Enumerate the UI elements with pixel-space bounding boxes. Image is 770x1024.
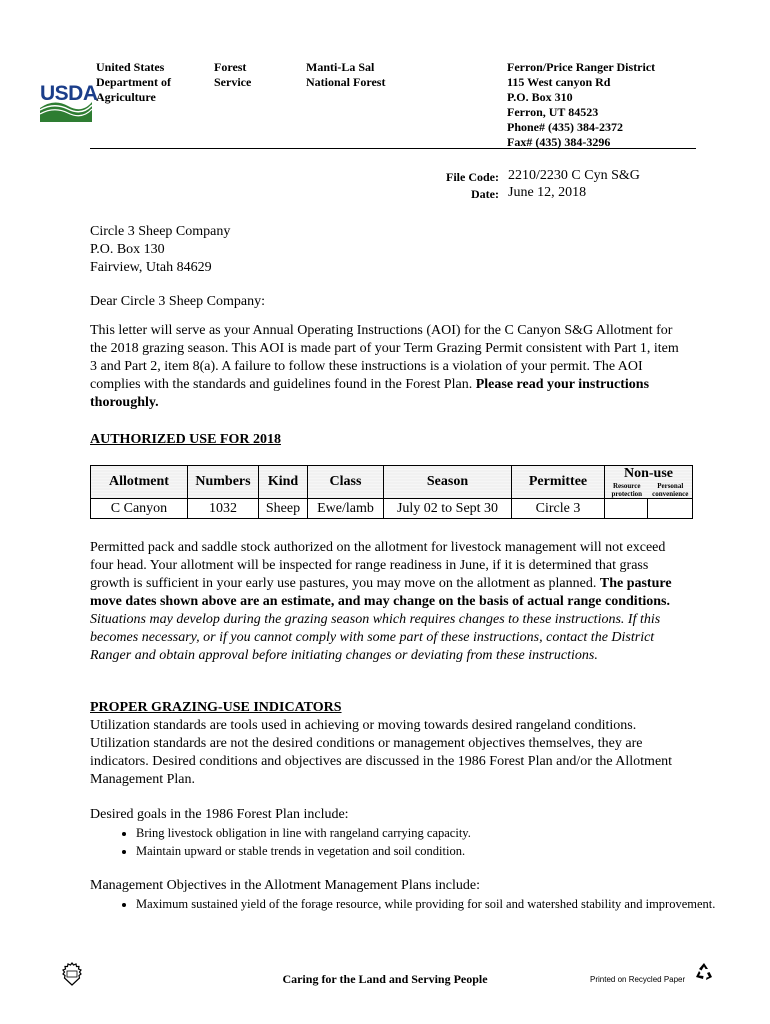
- cell-class: Ewe/lamb: [308, 499, 384, 519]
- cell-permittee: Circle 3: [512, 499, 605, 519]
- service-line: Forest: [214, 60, 247, 74]
- address-block: [507, 60, 655, 150]
- date-label: Date:: [471, 187, 499, 201]
- table-row: [91, 499, 693, 519]
- intro-paragraph: [90, 322, 684, 412]
- salutation: Dear Circle 3 Sheep Company:: [90, 294, 265, 309]
- authorized-heading: AUTHORIZED USE FOR 2018: [90, 432, 281, 447]
- header-rule: [90, 148, 696, 149]
- forest-line: Manti-La Sal: [306, 60, 375, 74]
- address-line: 115 West canyon Rd: [507, 75, 611, 89]
- list-item: • Maximum sustained yield of the forage resource, while providing for soil and watershed stability and improvement.: [136, 895, 736, 913]
- permitted-paragraph: [90, 539, 684, 665]
- service-line: Service: [214, 75, 252, 89]
- indicators-heading: PROPER GRAZING-USE INDICATORS: [90, 700, 342, 715]
- indicators-paragraph: Utilization standards are tools used in achieving or moving towards desired rangeland conditions. Utilization standards are not the desired conditions or management objectives themselves, they are indicators. Desired conditions and objectives are discussed in the 1986 Forest Plan and/or the Allotment Management Plan.: [90, 718, 673, 787]
- nonuse-resource-label: Resource protection: [611, 482, 643, 498]
- cell-season: July 02 to Sept 30: [384, 499, 512, 519]
- permitted-text: Permitted pack and saddle stock authorized on the allotment for livestock management will not exceed four head. Your allotment will be inspected for range readiness in June, if it is determined that grass growth is sufficient in your early use pastures, you may move on the allotment as planned.: [90, 540, 666, 591]
- department-line: Agriculture: [96, 90, 156, 104]
- forest-block: [306, 60, 385, 90]
- address-line: Ferron, UT 84523: [507, 105, 599, 119]
- cell-allotment: C Canyon: [91, 499, 188, 519]
- address-line: Fax# (435) 384-3296: [507, 135, 611, 149]
- usda-logo: [40, 82, 98, 122]
- list-item: • Bring livestock obligation in line with rangeland carrying capacity.: [136, 824, 736, 842]
- recycle-icon: [693, 961, 715, 988]
- col-header-season: Season: [384, 466, 512, 499]
- objectives-list: [90, 895, 736, 913]
- file-code-value: 2210/2230 C Cyn S&G: [508, 168, 640, 183]
- cell-numbers: 1032: [188, 499, 259, 519]
- department-line: Department of: [96, 75, 171, 89]
- intro-text: This letter will serve as your Annual Operating Instructions (AOI) for the C Canyon S&G Allotment for the 2018 grazing season. This AOI is made part of your Term Grazing Permit consistent with Part 1, item 3 and Part 2, item 8(a). A failure to follow these instructions is a violation of your permit. The AOI complies with the standards and guidelines found in the Forest Plan.: [90, 323, 679, 392]
- intro-bold: Please read your instructions thoroughly.: [90, 377, 650, 410]
- objectives-intro: Management Objectives in the Allotment Management Plans include:: [90, 878, 480, 893]
- nonuse-personal-label: Personal convenience: [652, 482, 689, 498]
- col-header-numbers: Numbers: [188, 466, 259, 499]
- col-header-allotment: Allotment: [91, 466, 188, 499]
- forest-line: National Forest: [306, 75, 386, 89]
- recycled-paper-note: Printed on Recycled Paper: [590, 975, 686, 984]
- footer-slogan: Caring for the Land and Serving People: [282, 972, 488, 986]
- recipient-line: Fairview, Utah 84629: [90, 260, 212, 275]
- address-line: P.O. Box 310: [507, 90, 573, 104]
- authorized-use-table: [90, 465, 693, 519]
- cell-kind: Sheep: [259, 499, 308, 519]
- goals-intro: Desired goals in the 1986 Forest Plan include:: [90, 807, 349, 822]
- permitted-bold: The pasture move dates shown above are an estimate, and may change on the basis of actual range conditions.: [90, 576, 672, 609]
- col-header-nonuse: [605, 466, 693, 499]
- address-line: Phone# (435) 384-2372: [507, 120, 623, 134]
- col-header-permittee: Permittee: [512, 466, 605, 499]
- col-header-class: Class: [308, 466, 384, 499]
- department-line: United States: [96, 60, 165, 74]
- file-code-label: File Code:: [446, 170, 499, 184]
- goals-list: [90, 824, 736, 860]
- recipient-address: [90, 223, 230, 277]
- date-value: June 12, 2018: [508, 185, 587, 200]
- recipient-line: Circle 3 Sheep Company: [90, 224, 231, 239]
- address-line: Ferron/Price Ranger District: [507, 60, 656, 74]
- nonuse-label: Non-use: [623, 466, 673, 481]
- service-block: [214, 60, 251, 90]
- cell-nonuse-personal: [648, 499, 693, 519]
- list-item: • Maintain upward or stable trends in vegetation and soil condition.: [136, 842, 736, 860]
- usda-logo-text: USDA: [40, 82, 98, 105]
- permitted-italic: Situations may develop during the grazing season which requires changes to these instructions. If this becomes necessary, or if you cannot comply with some part of these instructions, contact the District Ranger and obtain approval before initiating changes or deviating from these instructions.: [90, 612, 661, 663]
- recipient-line: P.O. Box 130: [90, 242, 165, 257]
- col-header-kind: Kind: [259, 466, 308, 499]
- department-block: [96, 60, 171, 105]
- cell-nonuse-resource: [605, 499, 648, 519]
